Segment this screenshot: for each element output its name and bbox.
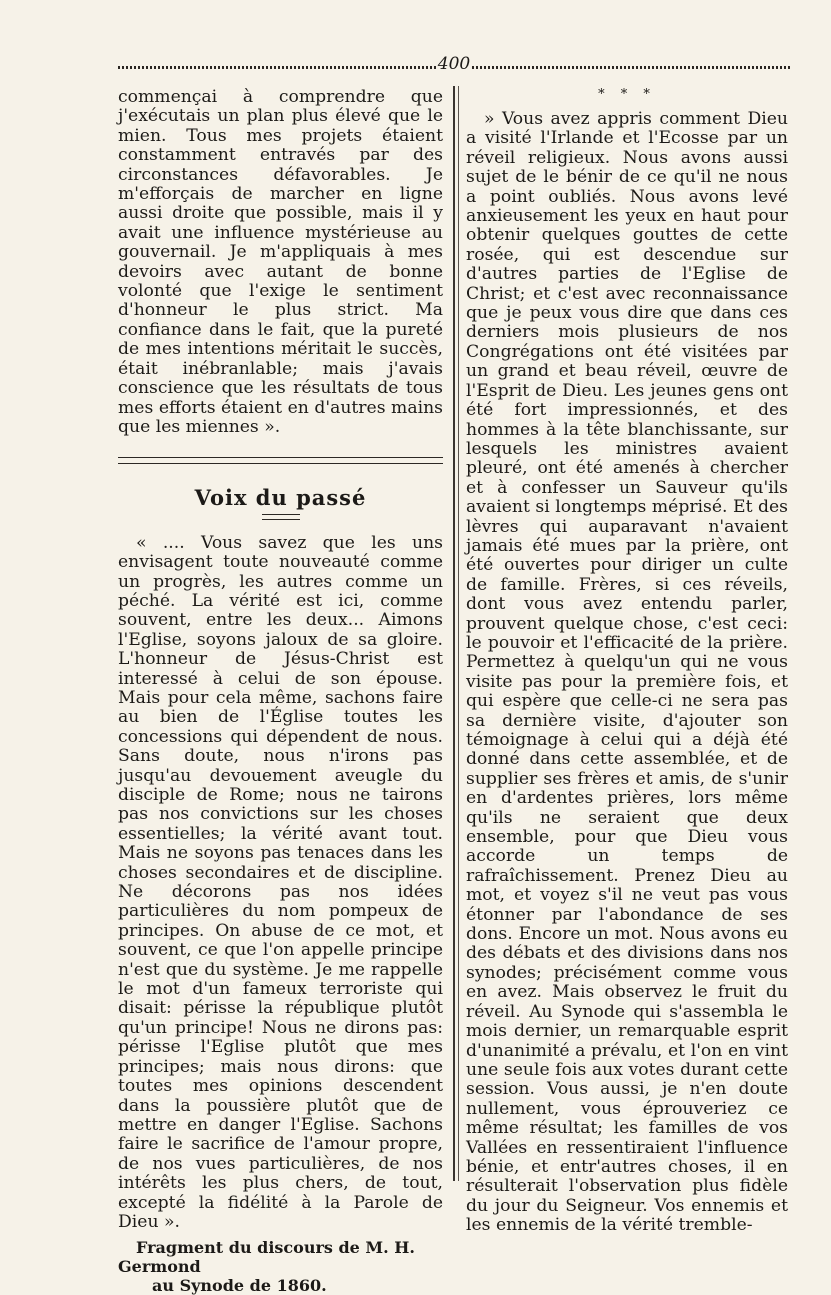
attribution [118, 1238, 443, 1295]
section-separator [118, 457, 443, 464]
left-column [118, 88, 443, 1295]
speech-paragraph: » Vous avez appris comment Dieu a visité l'Irlande et l'Ecosse par un réveil religieux. Nous avons aussi sujet de le bénir de ce qu'il ne nous a point oubliés. Nous avons levé anxieusement les yeux en haut pour obtenir quelques gouttes de cette rosée, qui est descendue sur d'autres parties de l'Eglise de Christ; et c'est avec reconnaissance que je peux vous dire que dans ces derniers mois plusieurs de nos Congrégations ont été visitées par un grand et beau réveil, œuvre de l'Esprit de Dieu. Les jeunes gens ont été fort impressionnés, et des hommes à la tête blanchissante, sur lesquels les ministres avaient pleuré, ont été amenés à chercher et à confesser un Sauveur qu'ils avaient si longtemps méprisé. Et des lèvres qui auparavant n'avaient jamais été mues par la prière, ont été ouvertes pour diriger un culte de famille. Frères, si ces réveils, dont vous avez entendu parler, prouvent quelque chose, c'est ceci: le pouvoir et l'efficacité de la prière. Permettez à quelqu'un qui ne vous visite pas pour la première fois, et qui espère que celle-ci ne sera pas sa dernière visite, d'ajouter son témoignage à celui qui a déjà été donné dans cette assemblée, et de supplier ses frères et amis, de s'unir en d'ardentes prières, lors même qu'ils ne seraient que deux ensemble, pour que Dieu vous accorde un temps de rafraîchissement. Prenez Dieu au mot, et voyez s'il ne veut pas vous étonner par l'abondance de ses dons. Encore un mot. Nous avons eu des débats et des divisions dans nos synodes; précisément comme vous en avez. Mais observez le fruit du réveil. Au Synode qui s'assembla le mois dernier, un remarquable esprit d'unanimité a prévalu, et l'on en vint une seule fois aux votes durant cette session. Vous aussi, je n'en doute nullement, vous éprouveriez ce même résultat; les familles de vos Vallées en ressentiraient l'influence bénie, et entr'autres choses, il en résulterait l'observation plus fidèle du jour du Seigneur. Vos ennemis et les ennemis de la vérité tremble- [466, 109, 788, 1236]
quote-paragraph: « .... Vous savez que les uns envisagent toute nouveauté comme un progrès, les autres comme un péché. La vérité est ici, comme souvent, entre les deux... Aimons l'Eglise, soyons jaloux de sa gloire. L'honneur de Jésus-Christ est interessé à celui de son épouse. Mais pour cela même, sachons faire au bien de l'Église toutes les concessions qui dépendent de nous. Sans doute, nous n'irons pas jusqu'au devouement aveugle du disciple de Rome; nous ne tairons pas nos convictions sur les choses essentielles; la vérité avant tout. Mais ne soyons pas tenaces dans les choses secondaires et de discipline. Ne décorons pas nos idées particulières du nom pompeux de principes. On abuse de ce mot, et souvent, ce que l'on appelle principe n'est que du système. Je me rappelle le mot d'un fameux terroriste qui disait: périsse la république plutôt qu'un principe! Nous ne dirons pas: périsse l'Eglise plutôt que mes principes; mais nous dirons: que toutes mes opinions descendent dans la poussière plutôt que de mettre en danger l'Eglise. Sachons faire le sacrifice de l'amour propre, de nos vues particulières, de nos intérêts les plus chers, de tout, excepté la fidélité à la Parole de Dieu ». [118, 532, 443, 1232]
attribution-line-1: Fragment du discours de M. H. Germond [118, 1238, 415, 1277]
page-header [118, 52, 830, 82]
section-stars: * * * [598, 87, 656, 102]
title-underline [262, 514, 300, 520]
header-ornament-left [118, 66, 436, 69]
page-number: 400 [437, 54, 471, 74]
section-title: Voix du passé [194, 485, 367, 511]
right-column [466, 88, 788, 1236]
attribution-line-2: au Synode de 1860. [152, 1276, 327, 1295]
column-divider [453, 86, 455, 1181]
column-divider-inner [458, 86, 459, 1181]
continuation-paragraph: commençai à comprendre que j'exécutais un plan plus élevé que le mien. Tous mes projets étaient constamment entravés par des circonstances défavorables. Je m'efforçais de marcher en ligne aussi droite que possible, mais il y avait une influence mystérieuse au gouvernail. Je m'appliquais à mes devoirs avec autant de bonne volonté que l'exige le sentiment d'honneur le plus strict. Ma confiance dans le fait, que la pureté de mes intentions méritait le succès, était inébranlable; mais j'avais conscience que les résultats de tous mes efforts étaient en d'autres mains que les miennes ». [118, 87, 443, 437]
header-ornament-right [472, 66, 790, 69]
